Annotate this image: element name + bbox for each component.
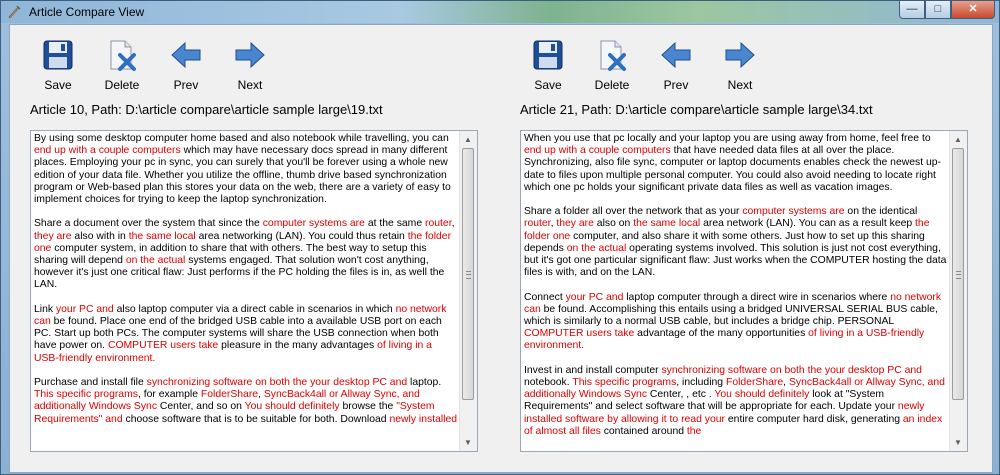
highlighted-match: "System Requirements" and bbox=[34, 401, 435, 425]
text-segment: choose software that is to be suitable for both. Download bbox=[122, 413, 390, 425]
text-segment: computer, and also share it with some others. Just how to set up this sharing depends bbox=[524, 230, 925, 254]
next-label: Next bbox=[237, 78, 263, 92]
text-segment: Invest in and install computer bbox=[524, 364, 662, 376]
text-segment: entire computer hard disk, generating bbox=[725, 413, 903, 425]
highlighted-match: SyncBack4all or Allway Sync, and additionally Windows Sync bbox=[524, 377, 945, 401]
highlighted-match: the same local bbox=[633, 218, 701, 230]
text-segment: notebook. bbox=[524, 377, 573, 389]
highlighted-match: synchronizing software on both the your desktop PC and bbox=[146, 377, 408, 389]
arrow-left-icon bbox=[660, 39, 692, 71]
left-delete-button[interactable] bbox=[90, 39, 154, 99]
paragraph bbox=[34, 304, 458, 365]
left-prev-button[interactable] bbox=[154, 39, 218, 99]
highlighted-match: the folder one bbox=[34, 230, 452, 254]
highlighted-match: COMPUTER users take bbox=[524, 328, 635, 340]
scroll-down-arrow[interactable]: ▼ bbox=[954, 438, 962, 447]
highlighted-match: COMPUTER users take bbox=[107, 340, 219, 352]
highlighted-match: FolderShare bbox=[200, 389, 259, 401]
highlighted-match: no network can bbox=[524, 291, 942, 315]
highlighted-match: on the actual bbox=[125, 255, 186, 267]
text-segment: , bbox=[550, 218, 557, 230]
text-segment: that have needed data files at all over the place. Synchronizing, also file sync, computer or laptop documents enables check the newest up-date to files upon multiple personal computer. You could also avoid needing to locate right which one pc holds your significant private data files as well as vacation images. bbox=[524, 145, 942, 193]
highlighted-match: no network can bbox=[34, 303, 447, 328]
delete-label: Delete bbox=[594, 78, 630, 92]
right-article-pane bbox=[500, 25, 990, 472]
floppy-disk-icon bbox=[42, 39, 74, 71]
text-segment: also with in bbox=[71, 230, 129, 242]
highlighted-match: they are bbox=[34, 230, 72, 242]
paragraph bbox=[34, 377, 458, 426]
left-toolbar bbox=[26, 39, 282, 99]
highlighted-match: of living in a USB-friendly environment. bbox=[34, 340, 432, 364]
paragraph bbox=[524, 292, 948, 353]
text-segment: browse the bbox=[339, 401, 397, 413]
highlighted-match: end up with a couple computers bbox=[524, 145, 671, 157]
text-segment: contained around bbox=[600, 425, 687, 437]
right-next-button[interactable] bbox=[708, 39, 772, 99]
left-save-button[interactable] bbox=[26, 39, 90, 99]
left-article-path: Article 10, Path: D:\article compare\article sample large\19.txt bbox=[30, 102, 383, 117]
highlighted-match: This specific programs bbox=[572, 377, 677, 389]
text-segment: on the identical bbox=[844, 206, 918, 218]
right-toolbar bbox=[516, 39, 772, 99]
save-label: Save bbox=[534, 78, 562, 92]
text-segment: , bbox=[451, 218, 455, 230]
next-label: Next bbox=[727, 78, 753, 92]
right-scrollbar[interactable] bbox=[949, 131, 967, 451]
text-segment: operating systems involved. This solution is just not cost everything, but it's got one particular significant flaw: Just works when the COMPUTER hosting the data files is with, and on the LAN. bbox=[524, 242, 947, 279]
text-segment: which may have necessary docs spread in many different places. Employing your pc in sync, you can surely that you'll be forever using a whole new edition of your data file. Whether you utilize the offline, thumb drive based synchronization program or Web-based plan this stores your data on the web, there are a variety of easy to implement choices for trying to keep the laptop synchronization. bbox=[34, 145, 451, 206]
highlighted-match: You should definitely bbox=[714, 389, 810, 401]
text-segment: systems engaged. That solution won't cost anything, however it's just one critical flaw: Just performs if the PC holding the files is in, as well the LAN. bbox=[34, 255, 445, 291]
minimize-button[interactable]: — bbox=[899, 1, 925, 19]
text-segment: advantage of the many opportunities bbox=[634, 328, 809, 340]
text-segment: , including bbox=[676, 377, 726, 389]
maximize-button[interactable]: □ bbox=[925, 1, 951, 19]
text-segment: , bbox=[783, 377, 789, 389]
text-segment: also laptop computer via a direct cable in scenarios in which bbox=[113, 303, 396, 315]
left-article-content bbox=[34, 133, 458, 451]
delete-document-icon bbox=[596, 39, 628, 71]
highlighted-match: the same local bbox=[128, 230, 196, 242]
text-segment: Share a folder all over the network that as your bbox=[524, 206, 743, 218]
paragraph bbox=[524, 133, 948, 194]
highlighted-match: newly installed software by allowing it to read your bbox=[524, 401, 925, 425]
highlighted-match: router bbox=[425, 218, 452, 230]
arrow-right-icon bbox=[724, 39, 756, 71]
left-next-button[interactable] bbox=[218, 39, 282, 99]
text-segment: , bbox=[258, 389, 264, 401]
highlighted-match: You should definitely bbox=[244, 401, 340, 413]
text-segment: also on bbox=[593, 218, 634, 230]
highlighted-match: the folder one bbox=[524, 218, 930, 242]
highlighted-match: synchronizing software on both the your desktop PC and bbox=[661, 364, 922, 376]
highlighted-match: they are bbox=[556, 218, 594, 230]
arrow-left-icon bbox=[170, 39, 202, 71]
paragraph bbox=[34, 133, 458, 206]
floppy-disk-icon bbox=[532, 39, 564, 71]
text-segment: Center, and so on bbox=[157, 401, 245, 413]
close-button[interactable]: ✕ bbox=[951, 1, 995, 19]
text-segment: By using some desktop computer home based and also notebook while travelling, you can bbox=[34, 133, 449, 144]
text-segment: Share a document over the system that since the bbox=[34, 218, 263, 230]
text-segment: computer system, in addition to share that with others. The best way to setup this sharing will depend bbox=[34, 242, 427, 267]
right-delete-button[interactable] bbox=[580, 39, 644, 99]
scroll-up-arrow[interactable]: ▲ bbox=[954, 135, 962, 144]
text-segment: Purchase and install file bbox=[34, 377, 147, 389]
left-scrollbar[interactable] bbox=[459, 131, 477, 451]
save-label: Save bbox=[44, 78, 72, 92]
scroll-thumb[interactable] bbox=[952, 148, 964, 400]
window-title: Article Compare View bbox=[29, 5, 145, 19]
title-bar[interactable] bbox=[1, 1, 999, 23]
left-article-pane bbox=[10, 25, 500, 472]
text-segment: When you use that pc locally and your laptop you are using away from home, feel free to bbox=[524, 133, 931, 144]
text-segment: area network (LAN). You can as a result keep bbox=[700, 218, 916, 230]
text-segment: , for example bbox=[137, 389, 201, 401]
paragraph bbox=[524, 206, 948, 279]
highlighted-match: This specific programs bbox=[34, 389, 138, 401]
highlighted-match: an index of almost all files bbox=[524, 413, 943, 437]
right-article-text[interactable] bbox=[520, 130, 968, 452]
right-article-content bbox=[524, 133, 948, 451]
highlighted-match: end up with a couple computers bbox=[34, 145, 181, 157]
left-article-text[interactable] bbox=[30, 130, 478, 452]
highlighted-match: of living in a USB-friendly environment. bbox=[524, 328, 925, 352]
prev-label: Prev bbox=[663, 78, 689, 92]
text-segment: look at "System Requirements" and select software that will be appropriate for each. Update your bbox=[524, 389, 898, 413]
delete-label: Delete bbox=[104, 78, 140, 92]
text-segment: Connect bbox=[524, 291, 566, 303]
text-segment: Center, , etc . bbox=[647, 389, 715, 401]
text-segment: be found. Place one end of the bridged USB cable into a available USB port on each PC. Start up both PCs. The computer systems will share the USB connection when both have power on. bbox=[34, 316, 442, 352]
text-segment: at the same bbox=[364, 218, 426, 230]
text-segment: area networking (LAN). You could thus retain bbox=[195, 230, 408, 242]
delete-document-icon bbox=[106, 39, 138, 71]
highlighted-match: FolderShare bbox=[725, 377, 784, 389]
highlighted-match: your PC and bbox=[565, 291, 624, 303]
highlighted-match: router bbox=[524, 218, 551, 230]
highlighted-match: computer systems are bbox=[742, 206, 845, 218]
paragraph bbox=[524, 365, 948, 438]
right-save-button[interactable] bbox=[516, 39, 580, 99]
arrow-right-icon bbox=[234, 39, 266, 71]
highlighted-match: on the actual bbox=[566, 242, 627, 254]
text-segment: be found. Accomplishing this entails using a bridged UNIVERSAL SERIAL BUS cable, which is similarly to a normal USB cable, but includes a bridge chip. PERSONAL bbox=[524, 303, 938, 328]
prev-label: Prev bbox=[173, 78, 199, 92]
text-segment: laptop computer through a direct wire in scenarios where bbox=[623, 291, 891, 303]
client-area bbox=[9, 24, 993, 473]
scroll-thumb[interactable] bbox=[462, 148, 474, 400]
window-controls bbox=[899, 1, 995, 19]
highlighted-match: SyncBack4all or Allway Sync, and additionally Windows Sync bbox=[34, 389, 420, 413]
text-segment: Link bbox=[34, 303, 56, 315]
scroll-down-arrow[interactable]: ▼ bbox=[464, 438, 472, 447]
right-article-path: Article 21, Path: D:\article compare\article sample large\34.txt bbox=[520, 102, 873, 117]
highlighted-match: newly installed bbox=[389, 413, 458, 425]
paragraph bbox=[34, 218, 458, 291]
right-prev-button[interactable] bbox=[644, 39, 708, 99]
text-segment: laptop. bbox=[407, 377, 442, 389]
highlighted-match: computer systems are bbox=[262, 218, 365, 230]
text-segment: pleasure in the many advantages bbox=[218, 340, 378, 352]
scroll-up-arrow[interactable]: ▲ bbox=[464, 135, 472, 144]
highlighted-match: your PC and bbox=[55, 303, 114, 315]
app-icon bbox=[7, 5, 21, 19]
highlighted-match: the bbox=[686, 425, 702, 437]
